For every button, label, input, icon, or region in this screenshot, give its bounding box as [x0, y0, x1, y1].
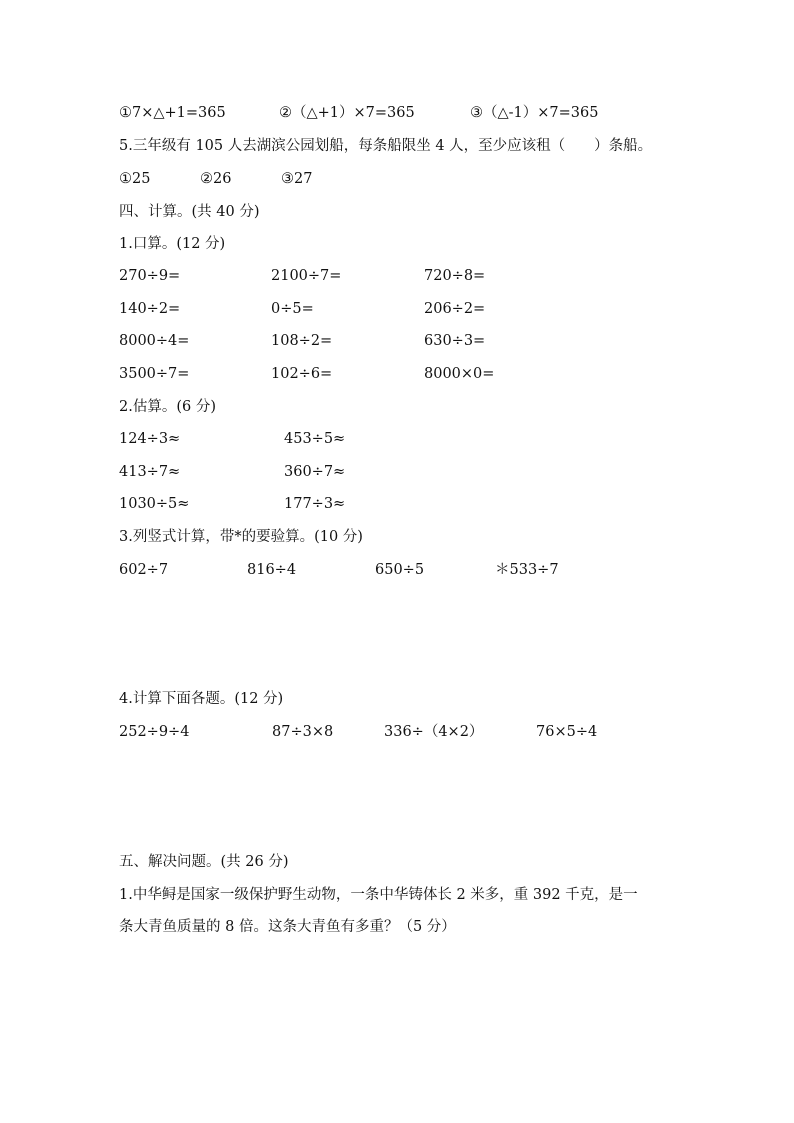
q4-option-3: ③（△-1）×7=365	[470, 105, 599, 121]
q5-option-3: ③27	[281, 171, 313, 187]
estimate-item: 453÷5≈	[284, 431, 346, 447]
vertical-item: 816÷4	[247, 562, 297, 578]
compute-title: 4.计算下面各题。(12 分)	[119, 691, 284, 707]
oral-title: 1.口算。(12 分)	[119, 236, 226, 252]
compute-item: 252÷9÷4	[119, 724, 190, 740]
oral-item: 206÷2=	[424, 301, 486, 317]
estimate-item: 124÷3≈	[119, 431, 181, 447]
q4-option-1: ①7×△+1=365	[119, 105, 226, 121]
section4-title: 四、计算。(共 40 分)	[119, 204, 260, 220]
section5-title: 五、解决问题。(共 26 分)	[119, 854, 289, 870]
problem1-line1: 1.中华鲟是国家一级保护野生动物，一条中华铸体长 2 米多，重 392 千克，是一	[119, 887, 638, 903]
oral-item: 140÷2=	[119, 301, 181, 317]
compute-item: 336÷（4×2）	[384, 724, 484, 740]
compute-item: 76×5÷4	[536, 724, 598, 740]
vertical-item: ＊533÷7	[495, 562, 559, 578]
oral-item: 2100÷7=	[271, 268, 342, 284]
oral-item: 102÷6=	[271, 366, 333, 382]
estimate-item: 1030÷5≈	[119, 496, 190, 512]
oral-item: 3500÷7=	[119, 366, 190, 382]
oral-item: 108÷2=	[271, 333, 333, 349]
vertical-title: 3.列竖式计算，带*的要验算。(10 分)	[119, 529, 363, 545]
oral-item: 720÷8=	[424, 268, 486, 284]
estimate-item: 360÷7≈	[284, 464, 346, 480]
vertical-item: 650÷5	[375, 562, 425, 578]
vertical-item: 602÷7	[119, 562, 169, 578]
oral-item: 8000×0=	[424, 366, 495, 382]
problem1-line2: 条大青鱼质量的 8 倍。这条大青鱼有多重？（5 分）	[119, 919, 456, 935]
oral-item: 8000÷4=	[119, 333, 190, 349]
estimate-item: 413÷7≈	[119, 464, 181, 480]
oral-item: 0÷5=	[271, 301, 314, 317]
oral-item: 270÷9=	[119, 268, 181, 284]
estimate-title: 2.估算。(6 分)	[119, 399, 216, 415]
estimate-item: 177÷3≈	[284, 496, 346, 512]
compute-item: 87÷3×8	[272, 724, 334, 740]
oral-item: 630÷3=	[424, 333, 486, 349]
q5-text: 5.三年级有 105 人去湖滨公园划船，每条船限坐 4 人，至少应该租（ ）条船。	[119, 138, 653, 154]
q5-option-1: ①25	[119, 171, 151, 187]
q5-option-2: ②26	[200, 171, 232, 187]
q4-option-2: ②（△+1）×7=365	[279, 105, 415, 121]
